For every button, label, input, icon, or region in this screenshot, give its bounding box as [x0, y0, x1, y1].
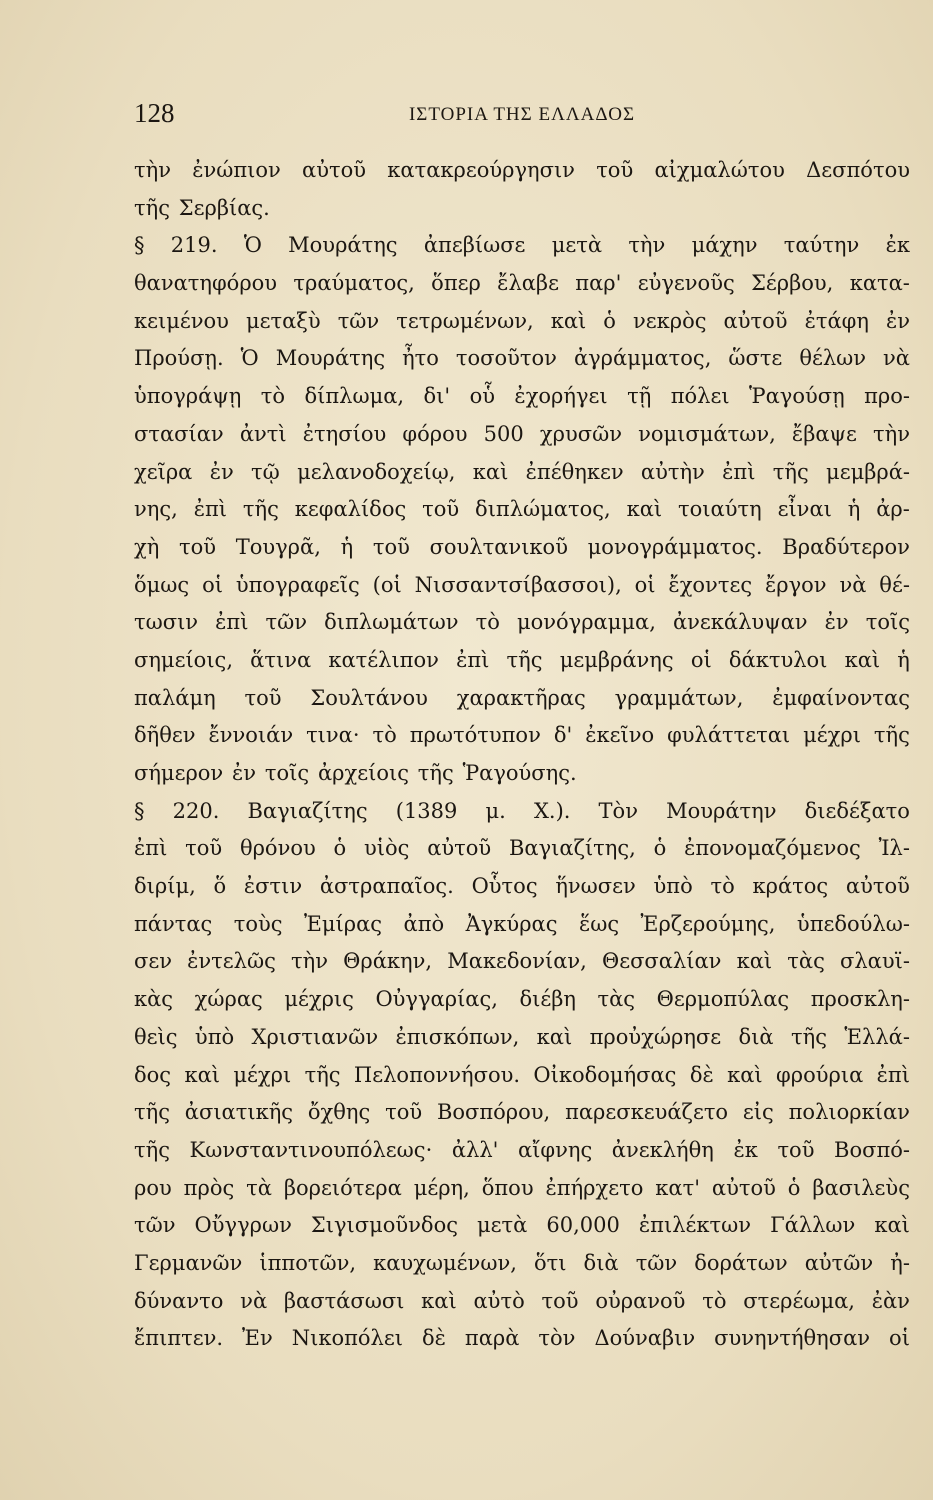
text-line: στασίαν ἀντὶ ἐτησίου φόρου 500 χρυσῶν νομισμάτων, ἔβαψε τὴν — [134, 421, 910, 446]
text-line: διρίμ, ὅ ἐστιν ἀστραπαῖος. Οὗτος ἥνωσεν ὑπὸ τὸ κράτος αὐτοῦ — [134, 874, 910, 899]
text-line: σεν ἐντελῶς τὴν Θράκην, Μακεδονίαν, Θεσσαλίαν καὶ τὰς σλαυϊ- — [134, 949, 910, 974]
body-text — [134, 152, 910, 1358]
text-line: θανατηφόρου τραύματος, ὅπερ ἔλαβε παρ' εὐγενοῦς Σέρβου, κατα- — [134, 271, 910, 296]
running-title: ΙΣΤΟΡΙΑ ΤΗΣ ΕΛΛΑΔΟΣ — [408, 104, 635, 125]
text-line: ἐπὶ τοῦ θρόνου ὁ υἱὸς αὐτοῦ Βαγιαζίτης, ὁ ἐπονομαζόμενος Ἰλ- — [134, 836, 910, 861]
text-line: πάντας τοὺς Ἐμίρας ἀπὸ Ἀγκύρας ἕως Ἐρζερούμης, ὑπεδούλω- — [134, 911, 910, 936]
text-line: χεῖρα ἐν τῷ μελανοδοχείῳ, καὶ ἐπέθηκεν αὐτὴν ἐπὶ τῆς μεμβρά- — [134, 459, 910, 484]
text-line: ὑπογράψῃ τὸ δίπλωμα, δι' οὗ ἐχορήγει τῇ πόλει Ῥαγούσῃ προ- — [134, 384, 910, 409]
text-line: δύναντο νὰ βαστάσωσι καὶ αὐτὸ τοῦ οὐρανοῦ τὸ στερέωμα, ἐὰν — [134, 1288, 910, 1313]
text-line: παλάμη τοῦ Σουλτάνου χαρακτῆρας γραμμάτων, ἐμφαίνοντας — [134, 685, 910, 710]
text-line: τῆς ἀσιατικῆς ὄχθης τοῦ Βοσπόρου, παρεσκευάζετο εἰς πολιορκίαν — [134, 1100, 910, 1125]
text-line: τὴν ἐνώπιον αὐτοῦ κατακρεούργησιν τοῦ αἰχμαλώτου Δεσπότου — [134, 158, 910, 182]
text-line: Γερμανῶν ἱπποτῶν, καυχωμένων, ὅτι διὰ τῶν δοράτων αὐτῶν ἠ- — [134, 1250, 910, 1275]
text-line: τῆς Κωνσταντινουπόλεως· ἀλλ' αἴφνης ἀνεκλήθη ἐκ τοῦ Βοσπό- — [134, 1137, 910, 1162]
text-line: τωσιν ἐπὶ τῶν διπλωμάτων τὸ μονόγραμμα, ἀνεκάλυψαν ἐν τοῖς — [134, 610, 910, 635]
text-line: ρου πρὸς τὰ βορειότερα μέρη, ὅπου ἐπήρχετο κατ' αὐτοῦ ὁ βασιλεὺς — [134, 1175, 910, 1200]
text-line: σημείοις, ἅτινα κατέλιπον ἐπὶ τῆς μεμβράνης οἱ δάκτυλοι καὶ ἡ — [134, 647, 910, 672]
page-number: 128 — [134, 98, 175, 128]
text-line: κὰς χώρας μέχρις Οὐγγαρίας, διέβη τὰς Θερμοπύλας προσκλη- — [134, 987, 910, 1012]
text-line: χὴ τοῦ Τουγρᾶ, ἡ τοῦ σουλτανικοῦ μονογράμματος. Βραδύτερον — [134, 534, 910, 559]
text-line: θεὶς ὑπὸ Χριστιανῶν ἐπισκόπων, καὶ προὐχώρησε διὰ τῆς Ἑλλά- — [134, 1024, 910, 1049]
text-line: δος καὶ μέχρι τῆς Πελοποννήσου. Οἰκοδομήσας δὲ καὶ φρούρια ἐπὶ — [134, 1062, 910, 1087]
text-line: ὅμως οἱ ὑπογραφεῖς (οἱ Νισσαντσίβασσοι), οἱ ἔχοντες ἔργον νὰ θέ- — [134, 572, 910, 597]
text-line: § 220. Βαγιαζίτης (1389 μ. Χ.). Τὸν Μουράτην διεδέξατο — [134, 798, 910, 823]
text-line: Προύσῃ. Ὁ Μουράτης ἦτο τοσοῦτον ἀγράμματος, ὥστε θέλων νὰ — [134, 346, 910, 371]
text-line: ἔπιπτεν. Ἐν Νικοπόλει δὲ παρὰ τὸν Δούναβιν συνηντήθησαν οἱ — [134, 1326, 910, 1351]
text-line: κειμένου μεταξὺ τῶν τετρωμένων, καὶ ὁ νεκρὸς αὐτοῦ ἐτάφη ἐν — [134, 308, 910, 333]
text-line: δῆθεν ἔννοιάν τινα· τὸ πρωτότυπον δ' ἐκεῖνο φυλάττεται μέχρι τῆς — [134, 723, 910, 748]
text-line: σήμερον ἐν τοῖς ἀρχείοις τῆς Ῥαγούσης. — [134, 761, 577, 785]
text-line: τῶν Οὔγγρων Σιγισμοῦνδος μετὰ 60,000 ἐπιλέκτων Γάλλων καὶ — [134, 1213, 910, 1238]
text-line: νης, ἐπὶ τῆς κεφαλίδος τοῦ διπλώματος, καὶ τοιαύτη εἶναι ἡ ἀρ- — [134, 497, 910, 522]
text-line: § 219. Ὁ Μουράτης ἀπεβίωσε μετὰ τὴν μάχην ταύτην ἐκ — [134, 233, 910, 258]
page-header — [134, 92, 910, 142]
text-line: τῆς Σερβίας. — [134, 195, 270, 220]
